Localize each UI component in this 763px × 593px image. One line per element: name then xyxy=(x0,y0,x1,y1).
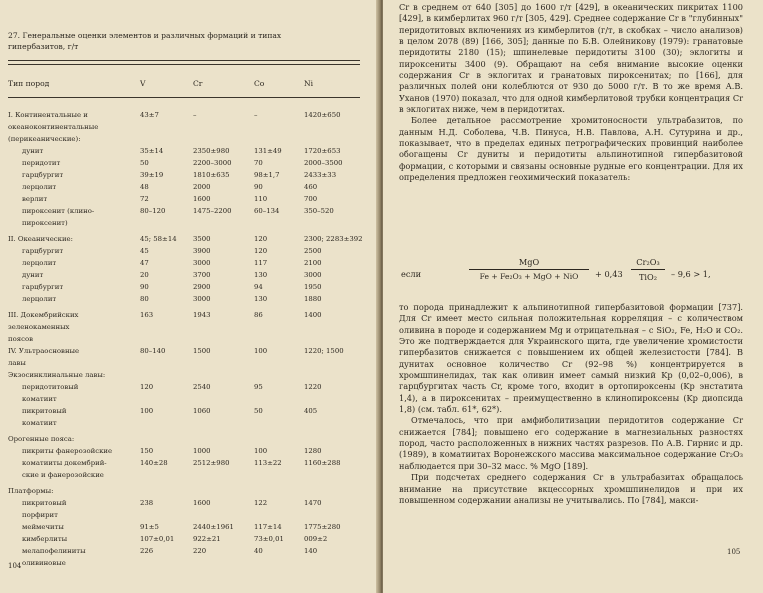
cell-type: лерцолит xyxy=(22,259,57,267)
paragraph-1: Cr в среднем от 640 [305] до 1600 г/т [429], в океанических пикритах 1100 [429], в кимберлитах 960 г/т [305, 429]. Среднее содержание Cr в "глубинных" перидотитовых включениях из кимберлитов (г/т, в скобках – число анализов) в целом 2078 (89) [166, 305]; данные по Б.В. Олейникову (1979): гранатовые перидотиты 2180 (15); шпинелевые перидотиты 3100 (30); эклогиты и пироксениты 3400 (9). Обращают на себя внимание высокие оценки содержания Cr в эклогитах и гранатовых пироксенитах; по [166], для различных полей они колеблются от 930 до 5000 г/т. В то же время А.В. Уханов (1970) показал, что для одной кимберлитовой трубки концентрация Cr в эклогитах ниже, чем в перидотитах. xyxy=(399,2,743,115)
cell-cr: 3500 xyxy=(193,235,211,243)
cell-v: 150 xyxy=(140,447,154,455)
formula-coefficient: + 0,43 xyxy=(595,269,623,279)
cell-v: 48 xyxy=(140,183,149,191)
cell-type: ские и фанерозойские xyxy=(22,471,104,479)
cell-v: 45 xyxy=(140,247,149,255)
cell-type: зеленокаменных xyxy=(8,323,70,331)
formula-fraction-1 xyxy=(469,257,589,281)
cell-co: 73±0,01 xyxy=(254,535,284,543)
formula-frac1-numerator: MgO xyxy=(469,257,589,270)
cell-v: 20 xyxy=(140,271,149,279)
cell-type: порфирит xyxy=(22,511,58,519)
text-block-top xyxy=(399,2,743,184)
cell-ni: 405 xyxy=(304,407,318,415)
cell-cr: 1943 xyxy=(193,311,211,319)
paragraph-5: При подсчетах среднего содержания Cr в ультрабазитах обращалось внимание на присутствие вкцессорных хромшпинелидов и при их повышенном содержании анализы не учитывались. По [784], макси- xyxy=(399,472,743,505)
paragraph-4: Отмечалось, что при амфиболитизации перидотитов содержание Cr снижается [784]; повышено его содержание в магнезиальных разностях пород, часто расположенных в нижних частях разрезов. По А.В. Гирнис и др. (1989), в коматиитах Воронежского массива максимальное содержание Cr₂O₃ наблюдается при 30–32 масс. % MgO [189]. xyxy=(399,415,743,471)
cell-v: 107±0,01 xyxy=(140,535,175,543)
header-type: Тип пород xyxy=(8,79,50,88)
cell-ni: 3000 xyxy=(304,271,322,279)
cell-ni: 140 xyxy=(304,547,318,555)
cell-type: перидотитовый xyxy=(22,383,79,391)
formula-frac1-denominator: Fe + Fe₂O₃ + MgO + NiO xyxy=(479,272,579,281)
cell-ni: 2000–3500 xyxy=(304,159,343,167)
geochemical-formula xyxy=(399,255,743,295)
cell-ni: 1950 xyxy=(304,283,322,291)
cell-type: кимберлиты xyxy=(22,535,68,543)
cell-v: 45; 58±14 xyxy=(140,235,177,243)
cell-type: дунит xyxy=(22,271,44,279)
cell-type: поясов xyxy=(8,335,33,343)
cell-cr: – xyxy=(193,111,197,119)
cell-cr: 1500 xyxy=(193,347,211,355)
cell-type: лерцолит xyxy=(22,183,57,191)
cell-v: 90 xyxy=(140,283,149,291)
cell-v: 80–140 xyxy=(140,347,166,355)
cell-ni: 1470 xyxy=(304,499,322,507)
left-page xyxy=(0,0,379,593)
cell-ni: 350–520 xyxy=(304,207,334,215)
header-cr: Cr xyxy=(193,79,203,88)
cell-type: Экзосинклинальные лавы: xyxy=(8,371,106,379)
cell-cr: 3000 xyxy=(193,259,211,267)
cell-v: 120 xyxy=(140,383,154,391)
cell-ni: 2300; 2283±392 xyxy=(304,235,363,243)
cell-co: – xyxy=(254,111,258,119)
cell-co: 98±1,7 xyxy=(254,171,280,179)
cell-type: верлит xyxy=(22,195,48,203)
page-number-right: 105 xyxy=(727,548,741,556)
cell-v: 91±5 xyxy=(140,523,159,531)
formula-fraction-2 xyxy=(631,257,665,282)
cell-ni: 700 xyxy=(304,195,318,203)
header-co: Co xyxy=(254,79,265,88)
cell-type: Орогенные пояса: xyxy=(8,435,75,443)
cell-v: 43±7 xyxy=(140,111,159,119)
cell-type: пироксенит (клино- xyxy=(22,207,95,215)
cell-cr: 2512±980 xyxy=(193,459,230,467)
cell-v: 226 xyxy=(140,547,154,555)
table-top-rule-2 xyxy=(8,64,360,65)
cell-type: гарцбургит xyxy=(22,247,64,255)
cell-co: 40 xyxy=(254,547,263,555)
cell-cr: 1000 xyxy=(193,447,211,455)
cell-cr: 1060 xyxy=(193,407,211,415)
cell-type: II. Океанические: xyxy=(8,235,73,243)
cell-co: 100 xyxy=(254,347,268,355)
cell-type: лавы xyxy=(8,359,26,367)
cell-type: Платформы: xyxy=(8,487,54,495)
table-header-rule xyxy=(8,97,360,98)
cell-cr: 1600 xyxy=(193,195,211,203)
cell-co: 110 xyxy=(254,195,268,203)
cell-v: 50 xyxy=(140,159,149,167)
cell-v: 80 xyxy=(140,295,149,303)
cell-type: I. Континентальные и xyxy=(8,111,88,119)
cell-cr: 922±21 xyxy=(193,535,221,543)
cell-v: 238 xyxy=(140,499,154,507)
cell-v: 72 xyxy=(140,195,149,203)
cell-type: III. Докембрийских xyxy=(8,311,79,319)
cell-ni: 2500 xyxy=(304,247,322,255)
cell-co: 117±14 xyxy=(254,523,282,531)
text-block-bottom xyxy=(399,302,743,506)
cell-co: 130 xyxy=(254,295,268,303)
cell-co: 113±22 xyxy=(254,459,282,467)
cell-co: 50 xyxy=(254,407,263,415)
table-title: 27. Генеральные оценки элементов и различных формаций и типах гипербазитов, г/т xyxy=(8,31,282,51)
cell-ni: 1420±650 xyxy=(304,111,341,119)
formula-label: если xyxy=(401,269,422,279)
cell-co: 70 xyxy=(254,159,263,167)
formula-tail: – 9,6 > 1, xyxy=(671,269,711,279)
cell-type: перидотит xyxy=(22,159,61,167)
cell-ni: 2433±33 xyxy=(304,171,337,179)
cell-ni: 1720±653 xyxy=(304,147,341,155)
cell-v: 100 xyxy=(140,407,154,415)
cell-cr: 2000 xyxy=(193,183,211,191)
header-v: V xyxy=(140,79,146,88)
cell-cr: 2900 xyxy=(193,283,211,291)
cell-cr: 2540 xyxy=(193,383,211,391)
cell-cr: 220 xyxy=(193,547,207,555)
cell-ni: 460 xyxy=(304,183,318,191)
paragraph-3: то порода принадлежит к альпинотипной гипербазитовой формации [737]. Для Cr имеет место сильная положительная корреляция – с количеством оливина в породе и содержанием Mg и отрицательная – с SiO₂, Fe, H₂O и CO₂. Это же подтверждается для Украинского щита, где увеличение хромистости гипербазитов снижается с повышением их общей железистости [784]. В дунитах основное количество Cr (92–98 %) концентрируется в хромшпинелидах, так как оливин имеет самый низкий Kр (0,02–0,006), в гарцбургитах часть Cr, кроме того, входит в ортопироксены (Kр энстатита 1,4), а в пироксенитах – преимущественно в клинопироксены (Kр диопсида 1,8) (см. табл. 61*, 62*). xyxy=(399,302,743,415)
cell-type: коматиит xyxy=(22,419,57,427)
cell-type: пироксенит) xyxy=(22,219,68,227)
cell-cr: 2440±1961 xyxy=(193,523,234,531)
cell-type: оливиновые xyxy=(22,559,66,567)
formula-frac2-numerator: Cr₂O₃ xyxy=(631,257,665,270)
cell-co: 117 xyxy=(254,259,268,267)
cell-co: 120 xyxy=(254,235,268,243)
cell-cr: 3900 xyxy=(193,247,211,255)
table-top-rule xyxy=(8,60,360,61)
cell-type: меймечиты xyxy=(22,523,64,531)
cell-co: 60–134 xyxy=(254,207,280,215)
cell-cr: 2200–3000 xyxy=(193,159,232,167)
cell-ni: 009±2 xyxy=(304,535,328,543)
cell-cr: 1475–2200 xyxy=(193,207,232,215)
cell-cr: 3700 xyxy=(193,271,211,279)
cell-v: 80–120 xyxy=(140,207,166,215)
cell-ni: 1280 xyxy=(304,447,322,455)
cell-co: 130 xyxy=(254,271,268,279)
cell-type: (перикеанические): xyxy=(8,135,81,143)
cell-co: 131±49 xyxy=(254,147,282,155)
cell-ni: 1775±280 xyxy=(304,523,341,531)
cell-cr: 1810±635 xyxy=(193,171,230,179)
page-number-left: 104 xyxy=(8,562,22,570)
cell-type: IV. Ультраосновные xyxy=(8,347,80,355)
cell-co: 100 xyxy=(254,447,268,455)
header-ni: Ni xyxy=(304,79,314,88)
cell-co: 86 xyxy=(254,311,263,319)
cell-cr: 1600 xyxy=(193,499,211,507)
cell-type: океаноконтинентальные xyxy=(8,123,99,131)
cell-ni: 1160±288 xyxy=(304,459,341,467)
cell-type: пикритовый xyxy=(22,407,67,415)
cell-v: 35±14 xyxy=(140,147,164,155)
cell-type: лерцолит xyxy=(22,295,57,303)
cell-ni: 1880 xyxy=(304,295,322,303)
cell-co: 90 xyxy=(254,183,263,191)
cell-type: коматииты докембрий- xyxy=(22,459,107,467)
cell-type: дунит xyxy=(22,147,44,155)
cell-type: гарцбургит xyxy=(22,171,64,179)
cell-type: мелапофелиниты xyxy=(22,547,86,555)
cell-v: 39±19 xyxy=(140,171,164,179)
cell-co: 122 xyxy=(254,499,268,507)
cell-ni: 1220; 1500 xyxy=(304,347,344,355)
right-page xyxy=(383,0,763,593)
cell-v: 47 xyxy=(140,259,149,267)
cell-ni: 2100 xyxy=(304,259,322,267)
formula-frac2-denominator: TiO₂ xyxy=(638,272,658,282)
cell-ni: 1220 xyxy=(304,383,322,391)
cell-co: 94 xyxy=(254,283,263,291)
cell-type: коматиит xyxy=(22,395,57,403)
cell-ni: 1400 xyxy=(304,311,322,319)
cell-cr: 2350±980 xyxy=(193,147,230,155)
cell-v: 140±28 xyxy=(140,459,168,467)
cell-cr: 3000 xyxy=(193,295,211,303)
paragraph-2: Более детальное рассмотрение хромитоносности ультрабазитов, по данным Н.Д. Соболева, Ч.В. Пинуса, Н.В. Павлова, А.Н. Сутурина и др., показывает, что в пределах единых петрографических провинций наиболее обогащены Cr дуниты и перидотиты альпинотипной гипербазитовой формации, с которыми и связаны основные рудные его концентрации. Для их определения предложен геохимический показатель: xyxy=(399,115,743,183)
cell-type: гарцбургит xyxy=(22,283,64,291)
cell-v: 163 xyxy=(140,311,154,319)
cell-type: пикритовый xyxy=(22,499,67,507)
cell-co: 120 xyxy=(254,247,268,255)
cell-co: 95 xyxy=(254,383,263,391)
cell-type: пикриты фанерозойские xyxy=(22,447,113,455)
